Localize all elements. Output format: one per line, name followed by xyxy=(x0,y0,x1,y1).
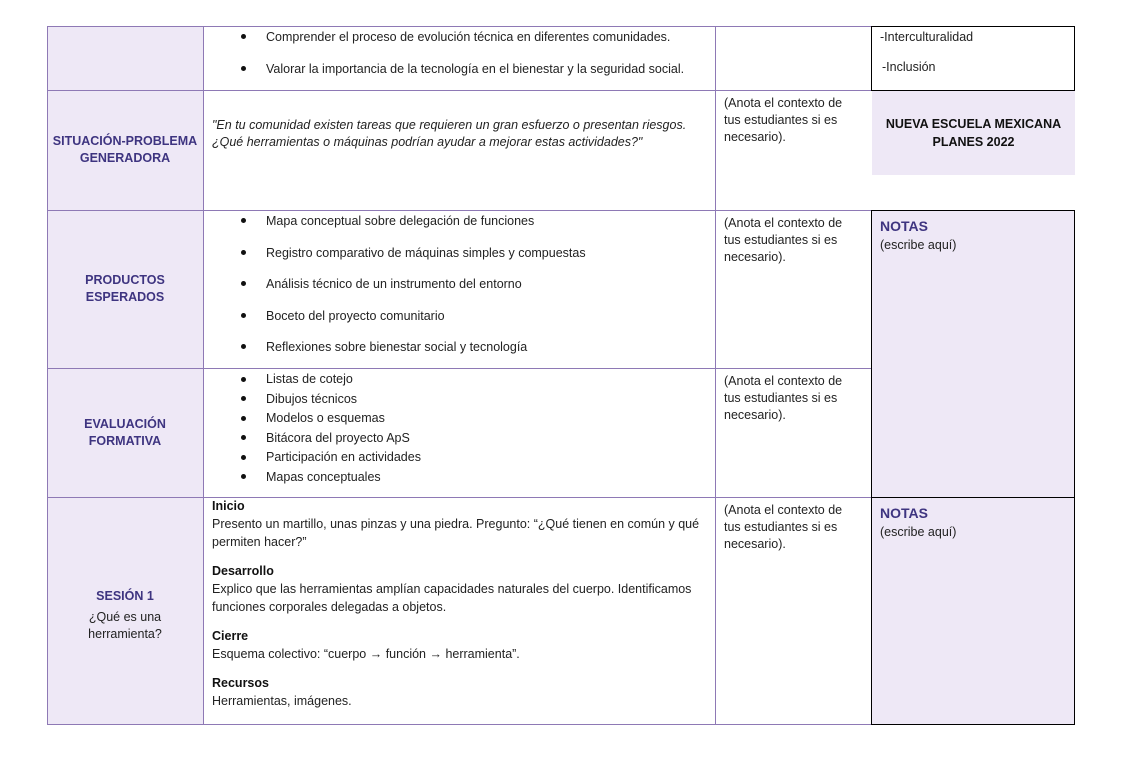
evaluacion-label-cell xyxy=(47,368,203,497)
sesion1-notas-box[interactable] xyxy=(871,497,1075,725)
section-heading-cierre: Cierre xyxy=(212,629,249,643)
objective-item: Comprender el proceso de evolución técnica en diferentes comunidades. xyxy=(204,28,714,46)
notas-title: NOTAS xyxy=(880,505,928,521)
productos-label-line1: PRODUCTOS xyxy=(85,273,165,287)
evaluation-item: Participación en actividades xyxy=(204,448,714,468)
section-heading-inicio: Inicio xyxy=(212,499,245,513)
product-item: Análisis técnico de un instrumento del entorno xyxy=(204,275,714,293)
situacion-label-line1: SITUACIÓN-PROBLEMA xyxy=(52,134,198,148)
evaluation-item: Bitácora del proyecto ApS xyxy=(204,429,714,449)
notas-title: NOTAS xyxy=(880,218,928,234)
evaluacion-list xyxy=(204,370,714,487)
situacion-text: "En tu comunidad existen tareas que requieren un gran esfuerzo o presentan riesgos. ¿Qué herramientas o máquinas podrían ayudar a mejorar estas actividades?" xyxy=(212,118,687,149)
product-item: Mapa conceptual sobre delegación de funciones xyxy=(204,212,714,230)
grid-line xyxy=(47,26,48,725)
situacion-label-cell xyxy=(47,90,203,210)
sesion1-label-cell xyxy=(47,497,203,724)
grid-line xyxy=(47,724,871,725)
objective-item: Valorar la importancia de la tecnología en el bienestar y la seguridad social. xyxy=(204,60,714,78)
section-heading-desarrollo: Desarrollo xyxy=(212,564,274,578)
section-body-recursos: Herramientas, imágenes. xyxy=(212,694,352,708)
evaluacion-context[interactable]: (Anota el contexto de tus estudiantes si es necesario). xyxy=(724,374,843,422)
evaluation-item: Modelos o esquemas xyxy=(204,409,714,429)
product-item: Reflexiones sobre bienestar social y tecnología xyxy=(204,338,714,356)
row0-label-cell xyxy=(47,26,203,90)
row0-content xyxy=(204,28,714,78)
product-item: Boceto del proyecto comunitario xyxy=(204,307,714,325)
brand-line1: NUEVA ESCUELA MEXICANA xyxy=(885,117,1062,131)
sesion1-label-sub: ¿Qué es una herramienta? xyxy=(88,610,162,641)
evaluation-item: Mapas conceptuales xyxy=(204,468,714,488)
brand-box xyxy=(872,91,1075,175)
evaluacion-label-line2: FORMATIVA xyxy=(88,433,162,448)
evaluation-item: Dibujos técnicos xyxy=(204,390,714,410)
evaluacion-label-line1: EVALUACIÓN xyxy=(84,416,166,431)
sesion1-label-title: SESIÓN 1 xyxy=(96,589,154,603)
sesion1-content xyxy=(212,498,707,722)
situacion-context[interactable]: (Anota el contexto de tus estudiantes si es necesario). xyxy=(724,96,843,144)
productos-label-cell xyxy=(47,210,203,368)
grid-line xyxy=(47,26,871,27)
axis-interculturalidad: -Interculturalidad xyxy=(880,30,974,44)
situacion-label-line2: GENERADORA xyxy=(79,151,171,165)
transversal-axes-box xyxy=(871,26,1075,91)
sesion1-context[interactable]: (Anota el contexto de tus estudiantes si es necesario). xyxy=(724,503,843,551)
section-heading-recursos: Recursos xyxy=(212,676,269,690)
section-body-desarrollo: Explico que las herramientas amplían capacidades naturales del cuerpo. Identificamos funciones corporales delegadas a objetos. xyxy=(212,582,692,614)
section-body-cierre: Esquema colectivo: “cuerpo → función → herramienta”. xyxy=(212,647,520,661)
axis-inclusion: -Inclusión xyxy=(882,60,936,74)
productos-context[interactable]: (Anota el contexto de tus estudiantes si es necesario). xyxy=(724,216,843,264)
product-item: Registro comparativo de máquinas simples y compuestas xyxy=(204,244,714,262)
evaluation-item: Listas de cotejo xyxy=(204,370,714,390)
brand-line2: PLANES 2022 xyxy=(932,135,1015,149)
productos-notas-box[interactable] xyxy=(871,210,1075,498)
productos-label-line2: ESPERADOS xyxy=(85,290,165,304)
section-body-inicio: Presento un martillo, unas pinzas y una piedra. Pregunto: “¿Qué tienen en común y qué permiten hacer?” xyxy=(212,517,700,549)
notas-hint: (escribe aquí) xyxy=(880,238,957,252)
productos-list xyxy=(204,212,714,356)
notas-hint: (escribe aquí) xyxy=(880,525,957,539)
